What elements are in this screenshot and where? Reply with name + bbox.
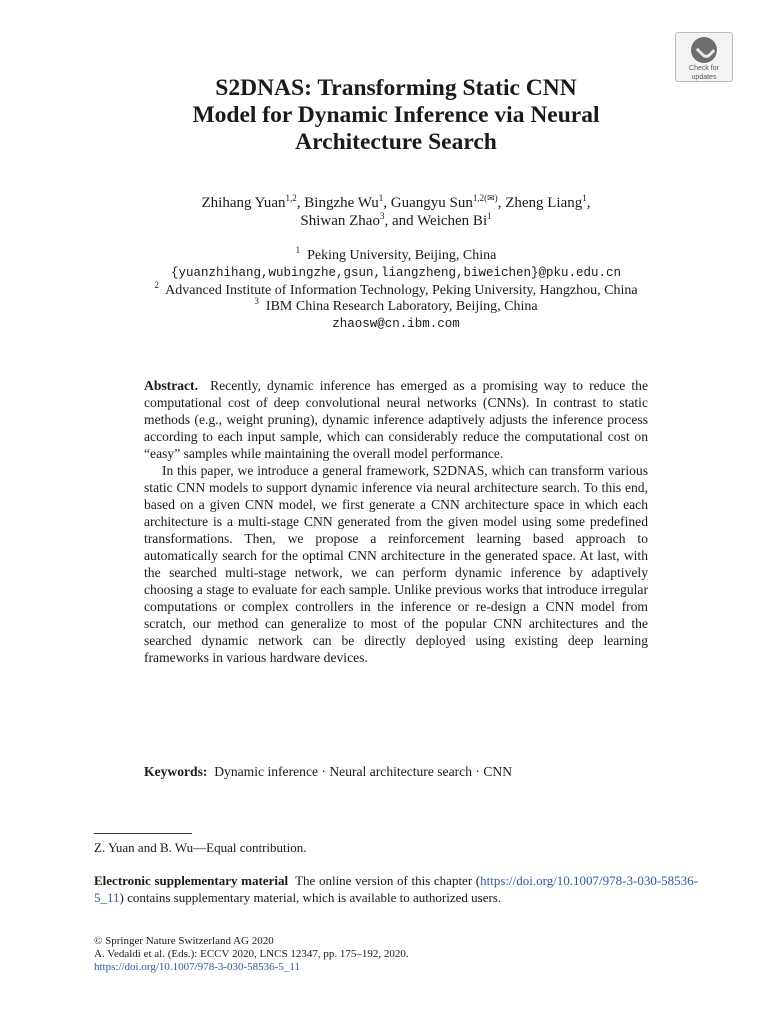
keywords-text: Dynamic inference · Neural architecture search · CNN bbox=[214, 764, 513, 779]
abstract-paragraph-1 bbox=[144, 377, 648, 462]
author-liang: Zheng Liang bbox=[505, 195, 583, 211]
badge-line2: updates bbox=[691, 74, 717, 81]
keywords bbox=[144, 763, 648, 780]
author-zhao-sup: 3 bbox=[379, 211, 385, 221]
aff3-text: IBM China Research Laboratory, Beijing, China bbox=[265, 299, 538, 314]
author-wu: Bingzhe Wu bbox=[304, 195, 379, 211]
check-updates-icon bbox=[691, 37, 717, 63]
chapter-doi-text[interactable]: https://doi.org/10.1007/978-3-030-58536-5_11 bbox=[94, 961, 300, 973]
abstract-label: Abstract. bbox=[144, 378, 198, 393]
author-liang-sup: 1 bbox=[582, 193, 587, 203]
esm-text-after: ) contains supplementary material, which is available to authorized users. bbox=[119, 890, 502, 905]
footnote-equal-contribution: Z. Yuan and B. Wu—Equal contribution. bbox=[94, 840, 307, 855]
title-line-3: Architecture Search bbox=[295, 129, 497, 155]
affiliation-1 bbox=[94, 245, 698, 264]
affiliation-3 bbox=[94, 296, 698, 315]
title-line-2: Model for Dynamic Inference via Neural bbox=[192, 102, 600, 128]
affiliation-2 bbox=[94, 280, 698, 299]
aff1-number: 1 bbox=[295, 245, 301, 255]
author-sun: Guangyu Sun bbox=[390, 195, 473, 211]
supplementary-material-note bbox=[94, 872, 698, 906]
authors-line-2: Shiwan Zhao$^3$, and Weichen Bi$^1$ bbox=[300, 211, 492, 229]
author-yuan-sup: 1,2 bbox=[285, 193, 297, 203]
aff1-text: Peking University, Beijing, China bbox=[307, 248, 497, 263]
aff3-number: 3 bbox=[254, 296, 259, 306]
author-bi-sup: 1 bbox=[487, 211, 492, 221]
paper-title bbox=[94, 75, 698, 156]
aff2-text: Advanced Institute of Information Technology, Peking University, Hangzhou, China bbox=[165, 283, 638, 298]
esm-text-before: The online version of this chapter ( bbox=[295, 873, 481, 888]
title-line-1: S2DNAS: Transforming Static CNN bbox=[215, 75, 577, 101]
proceedings-citation: A. Vedaldi et al. (Eds.): ECCV 2020, LNCS 12347, pp. 175–192, 2020. bbox=[94, 948, 409, 960]
email-1[interactable]: {yuanzhihang,wubingzhe,gsun,liangzheng,biweichen}@pku.edu.cn bbox=[170, 266, 622, 280]
author-wu-sup: 1 bbox=[378, 193, 384, 203]
abstract-paragraph-2: In this paper, we introduce a general framework, S2DNAS, which can transform various static CNN models to support dynamic inference via neural architecture search. To this end, based on a given CNN model, we first generate a CNN architecture space in which each architecture is a multi-stage CNN generated from the given model using some predefined transformations. Then, we propose a reinforcement learning based approach to automatically search for the optimal CNN architecture in the generated space. At last, with the searched multi-stage network, we can perform dynamic inference by adaptively choosing a stage to evaluate for each sample. Unlike previous works that introduce irregular computations or complex controllers in the inference or re-design a CNN model from scratch, our method can generalize to most of the popular CNN architectures and the searched dynamic network can be directly deployed using existing deep learning frameworks in various hardware devices. bbox=[144, 463, 648, 665]
author-sun-sup: 1,2(✉) bbox=[472, 193, 498, 203]
esm-doi-link[interactable]: https://doi.org/10.1007/978-3-030-58536-5_11 bbox=[94, 873, 698, 905]
esm-label: Electronic supplementary material bbox=[94, 873, 289, 888]
footnote-rule bbox=[94, 833, 192, 834]
keywords-label: Keywords: bbox=[144, 764, 208, 779]
author-bi: and Weichen Bi bbox=[391, 213, 488, 229]
author-zhao: Shiwan Zhao bbox=[300, 213, 380, 229]
abstract-p1-text: Recently, dynamic inference has emerged as a promising way to reduce the computational cost of deep convolutional neural networks (CNNs). In contrast to static methods (e.g., weight pruning), dynamic inference adaptively adjusts the inference process according to each input sample, which can considerably reduce the computational cost on “easy” samples while maintaining the overall model performance. bbox=[144, 378, 648, 461]
chapter-doi-link[interactable] bbox=[94, 961, 698, 974]
authors-line-1: Zhihang Yuan$^{1,2}$, Bingzhe Wu$^1$, Guangyu Sun$^{1,2(✉)}$, Zheng Liang$^1$, bbox=[201, 193, 591, 211]
aff2-number: 2 bbox=[154, 280, 159, 290]
email-2[interactable]: zhaosw@cn.ibm.com bbox=[332, 317, 460, 331]
abstract bbox=[144, 377, 648, 666]
badge-line1: Check for bbox=[689, 65, 719, 72]
author-yuan: Zhihang Yuan bbox=[201, 195, 286, 211]
copyright-line: © Springer Nature Switzerland AG 2020 bbox=[94, 935, 274, 947]
